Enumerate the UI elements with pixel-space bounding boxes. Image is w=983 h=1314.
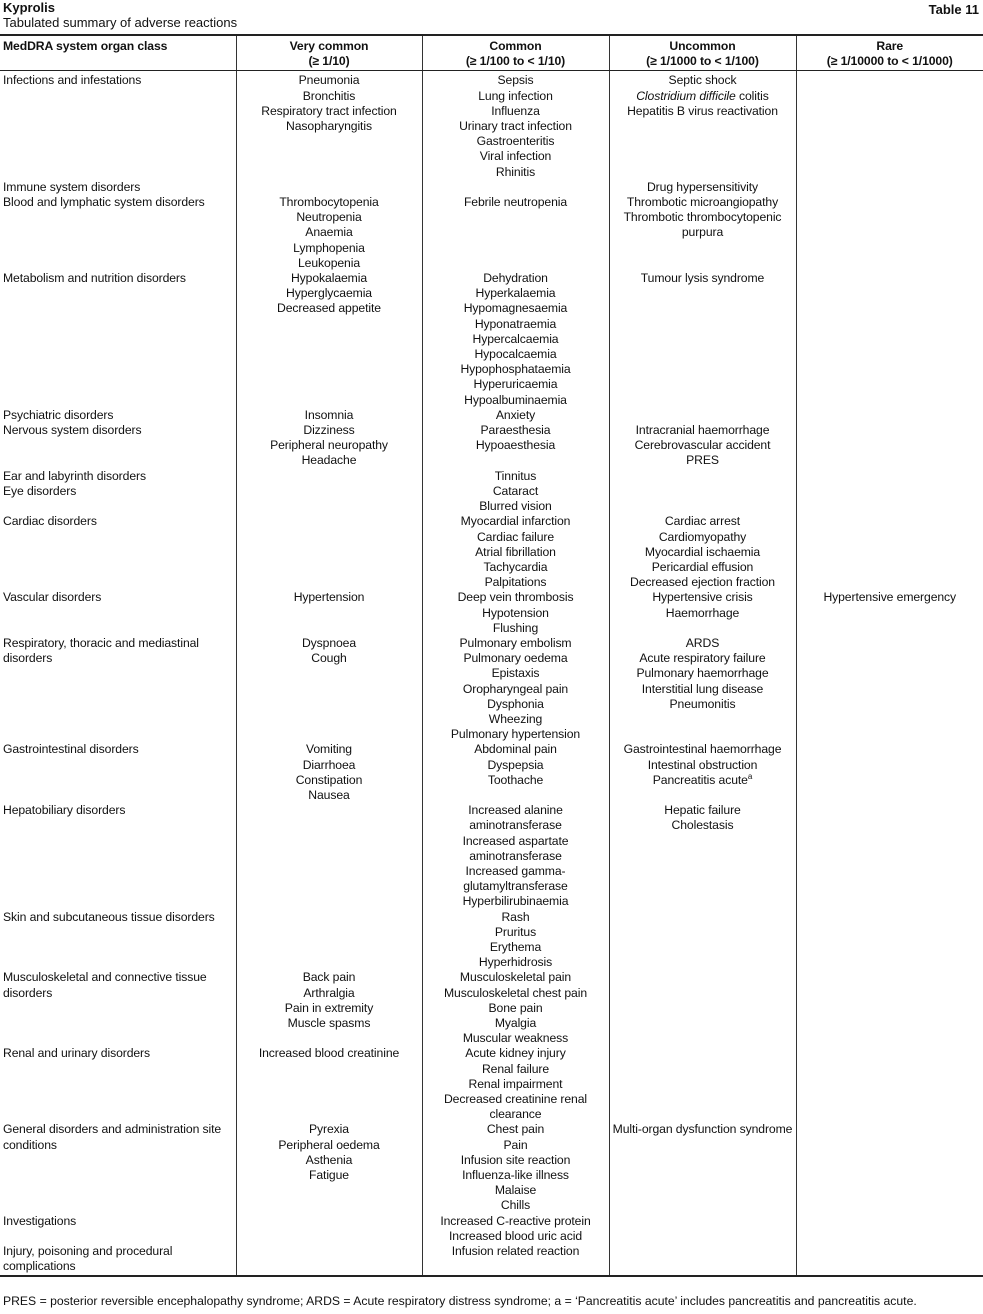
reaction-item: Hyperuricaemia <box>473 377 558 392</box>
reaction-item: Pruritus <box>494 924 537 939</box>
organ-class-cell: Investigations <box>3 1213 77 1228</box>
reaction-item: Nasopharyngitis <box>286 119 372 134</box>
very-common-cell <box>236 71 422 180</box>
organ-class-cell: Nervous system disorders <box>3 423 142 438</box>
reaction-item: Infusion related reaction <box>451 1244 580 1259</box>
product-title: Kyprolis <box>3 0 56 15</box>
reaction-item: Interstitial lung disease <box>641 681 764 696</box>
reaction-item: Increased alanine aminotransferase <box>468 803 563 833</box>
reaction-item: Decreased appetite <box>277 301 381 316</box>
reaction-item: Pericardial effusion <box>651 559 754 574</box>
organ-class-cell: Skin and subcutaneous tissue disorders <box>3 909 215 924</box>
table-row <box>0 469 983 484</box>
rare-cell <box>796 469 983 484</box>
organ-class-cell: Cardiac disorders <box>3 514 97 529</box>
very-common-cell <box>236 1214 422 1244</box>
table-row <box>0 1214 983 1244</box>
reaction-item: Pulmonary haemorrhage <box>636 666 769 681</box>
uncommon-cell <box>609 514 796 590</box>
reaction-item: Myocardial infarction <box>460 514 571 529</box>
header-common: Common (≥ 1/100 to < 1/10) <box>422 35 609 71</box>
reaction-item: ARDS <box>685 635 720 650</box>
very-common-cell <box>236 1046 422 1122</box>
reaction-item: Dizziness <box>303 423 355 438</box>
uncommon-cell <box>609 910 796 971</box>
very-common-cell <box>236 742 422 803</box>
uncommon-cell <box>609 71 796 180</box>
common-cell <box>422 1122 609 1213</box>
reaction-item: Influenza <box>491 103 540 118</box>
reaction-item: Epistaxis <box>491 666 540 681</box>
table-row <box>0 1244 983 1276</box>
table-header <box>0 35 983 71</box>
reaction-item: Pneumonitis <box>669 696 736 711</box>
rare-cell <box>796 742 983 803</box>
reaction-item: Palpitations <box>484 575 547 590</box>
reaction-item: Dyspepsia <box>487 757 544 772</box>
common-cell <box>422 910 609 971</box>
reaction-item: Hypotension <box>482 605 549 620</box>
reaction-item: Diarrhoea <box>302 757 356 772</box>
reaction-item: Erythema <box>489 939 542 954</box>
reaction-item: Asthenia <box>305 1152 353 1167</box>
reaction-item: Pulmonary oedema <box>463 651 568 666</box>
uncommon-cell <box>609 195 796 271</box>
reaction-item: Decreased ejection fraction <box>630 575 775 590</box>
reaction-item: Cardiac arrest <box>664 514 741 529</box>
reaction-item: Pneumonia <box>298 73 360 88</box>
uncommon-cell <box>609 636 796 742</box>
reaction-item: Decreased creatinine renal clearance <box>443 1092 588 1122</box>
rare-cell <box>796 195 983 271</box>
reaction-item: Insomnia <box>304 407 354 422</box>
reaction-item: Malaise <box>494 1183 537 1198</box>
common-cell <box>422 1244 609 1276</box>
header-soc: MedDRA system organ class <box>0 35 236 71</box>
reaction-item: Hepatitis B virus reactivation <box>627 103 778 118</box>
organ-class-cell: Blood and lymphatic system disorders <box>3 195 205 210</box>
reaction-item: Pain in extremity <box>284 1000 374 1015</box>
very-common-cell <box>236 1122 422 1213</box>
header-row <box>0 35 983 71</box>
organ-class-cell: Immune system disorders <box>3 179 141 194</box>
header-rare: Rare (≥ 1/10000 to < 1/1000) <box>796 35 983 71</box>
reaction-item: Leukopenia <box>297 255 361 270</box>
reaction-item: Myalgia <box>494 1016 537 1030</box>
very-common-cell <box>236 484 422 514</box>
reaction-item: Renal impairment <box>468 1076 563 1091</box>
reaction-item: Pulmonary embolism <box>459 635 572 650</box>
reaction-item: Gastroenteritis <box>476 134 555 149</box>
reaction-item: Infusion site reaction <box>460 1152 571 1167</box>
reaction-item: Pyrexia <box>309 1122 349 1137</box>
reaction-item: Increased blood creatinine <box>258 1046 400 1061</box>
rare-cell <box>796 1244 983 1276</box>
reaction-item: Acute respiratory failure <box>639 651 766 666</box>
reaction-item: Nausea <box>308 787 350 802</box>
very-common-cell <box>236 180 422 195</box>
reaction-item: Neutropenia <box>296 210 362 225</box>
uncommon-cell <box>609 423 796 469</box>
reaction-item: Febrile neutropenia <box>463 195 568 210</box>
very-common-cell <box>236 910 422 971</box>
table-row <box>0 910 983 971</box>
common-cell <box>422 469 609 484</box>
reaction-item: Lymphopenia <box>293 240 365 255</box>
reaction-item: Renal failure <box>481 1061 550 1076</box>
reaction-item: Hyperkalaemia <box>475 286 556 301</box>
reaction-item: Cardiac failure <box>476 529 555 544</box>
reaction-item: Peripheral neuropathy <box>270 438 388 453</box>
common-cell <box>422 742 609 803</box>
common-cell <box>422 590 609 636</box>
organ-class-cell: Psychiatric disorders <box>3 407 114 422</box>
reaction-item: Hyponatraemia <box>474 316 557 331</box>
common-cell <box>422 180 609 195</box>
table-row <box>0 180 983 195</box>
reaction-item: Hypomagnesaemia <box>463 301 568 316</box>
reaction-item: Hepatic failure <box>664 803 741 818</box>
header-uncommon: Uncommon (≥ 1/1000 to < 1/100) <box>609 35 796 71</box>
very-common-cell <box>236 803 422 909</box>
reaction-item: Anxiety <box>495 407 536 422</box>
reaction-item: Muscular weakness <box>462 1031 569 1046</box>
uncommon-cell <box>609 484 796 514</box>
uncommon-cell <box>609 1244 796 1276</box>
reaction-item: Headache <box>301 453 357 468</box>
reaction-item: Hypertensive emergency <box>823 590 957 605</box>
common-cell <box>422 271 609 408</box>
uncommon-cell <box>609 742 796 803</box>
table-footnote: PRES = posterior reversible encephalopathy syndrome; ARDS = Acute respiratory distress syndrome; a = ‘Pancreatitis acute’ includes pancreatitis and pancreatitis acute. <box>3 1294 917 1308</box>
table-body <box>0 71 983 1277</box>
uncommon-cell <box>609 271 796 408</box>
reaction-item: Bone pain <box>488 1000 543 1015</box>
table-row <box>0 590 983 636</box>
very-common-cell <box>236 636 422 742</box>
common-cell <box>422 970 609 1046</box>
rare-cell <box>796 636 983 742</box>
rare-cell <box>796 514 983 590</box>
rare-cell <box>796 423 983 469</box>
uncommon-cell <box>609 1122 796 1213</box>
reaction-item: Hyperglycaemia <box>286 286 372 301</box>
table-row <box>0 514 983 590</box>
reaction-item: Peripheral oedema <box>278 1137 380 1152</box>
reaction-item: Deep vein thrombosis <box>457 590 574 605</box>
table-row <box>0 423 983 469</box>
reaction-item: Hypoalbuminaemia <box>464 392 567 407</box>
very-common-cell <box>236 271 422 408</box>
reaction-item: PRES <box>686 453 719 468</box>
uncommon-cell <box>609 970 796 1046</box>
reaction-item: Sepsis <box>497 73 534 88</box>
reaction-item: Tinnitus <box>494 468 537 483</box>
reaction-item: Hypoaesthesia <box>475 438 556 453</box>
reaction-item: Pain <box>503 1137 528 1152</box>
rare-cell <box>796 590 983 636</box>
rare-cell <box>796 1046 983 1122</box>
reaction-item: Musculoskeletal chest pain <box>443 985 588 1000</box>
organ-class-cell: Musculoskeletal and connective tissue disorders <box>3 970 207 1000</box>
very-common-cell <box>236 469 422 484</box>
reaction-item: Urinary tract infection <box>459 119 572 134</box>
rare-cell <box>796 484 983 514</box>
uncommon-cell <box>609 803 796 909</box>
reaction-item: Flushing <box>492 620 539 635</box>
table-row <box>0 484 983 514</box>
reaction-item: Cerebrovascular accident <box>634 438 771 453</box>
rare-cell <box>796 803 983 909</box>
rare-cell <box>796 970 983 1046</box>
reaction-item: Myocardial ischaemia <box>644 544 761 559</box>
reaction-item: Increased gamma-glutamyltransferase <box>463 863 568 894</box>
rare-cell <box>796 408 983 423</box>
very-common-cell <box>236 970 422 1046</box>
reaction-item: Hypercalcaemia <box>472 331 559 346</box>
header-very-common: Very common (≥ 1/10) <box>236 35 422 71</box>
very-common-cell <box>236 423 422 469</box>
organ-class-cell: Vascular disorders <box>3 590 102 605</box>
reaction-item: Pancreatitis acute$^a$ <box>652 771 753 787</box>
common-cell <box>422 636 609 742</box>
reaction-item: Anaemia <box>305 225 353 240</box>
reaction-item: Dyspnoea <box>301 635 357 650</box>
reaction-item: Tachycardia <box>483 559 548 574</box>
reaction-item: Rash <box>501 909 530 924</box>
common-cell <box>422 195 609 271</box>
uncommon-cell <box>609 590 796 636</box>
reaction-item: Hypocalcaemia <box>474 347 557 362</box>
rare-cell <box>796 1122 983 1213</box>
reaction-item: Drug hypersensitivity <box>646 179 758 194</box>
common-cell <box>422 423 609 469</box>
reaction-item: Rhinitis <box>495 164 536 179</box>
reaction-item: Oropharyngeal pain <box>462 681 569 696</box>
uncommon-cell <box>609 1214 796 1244</box>
reaction-item: Hypertensive crisis <box>652 590 753 605</box>
very-common-cell <box>236 195 422 271</box>
table-row <box>0 1046 983 1122</box>
reaction-item: Dysphonia <box>487 696 544 711</box>
table-row <box>0 1122 983 1213</box>
common-cell <box>422 514 609 590</box>
reaction-item: Dehydration <box>483 271 548 286</box>
reaction-item: Tumour lysis syndrome <box>640 271 765 286</box>
table-row <box>0 803 983 909</box>
reaction-item: Increased blood uric acid <box>449 1228 582 1243</box>
reaction-item: Atrial fibrillation <box>475 544 556 559</box>
reaction-item: Clostridium difficile colitis <box>636 88 769 103</box>
organ-class-cell: Renal and urinary disorders <box>3 1046 151 1061</box>
reaction-item: Cataract <box>492 483 539 498</box>
organ-class-cell: Gastrointestinal disorders <box>3 742 139 757</box>
rare-cell <box>796 1214 983 1244</box>
reaction-item: Intracranial haemorrhage <box>635 423 770 438</box>
organ-class-cell: General disorders and administration site conditions <box>3 1122 222 1152</box>
reaction-item: Vomiting <box>306 742 352 757</box>
very-common-cell <box>236 514 422 590</box>
table-row <box>0 970 983 1046</box>
reaction-item: Thrombotic thrombocytopenic purpura <box>623 210 782 240</box>
reaction-item: Muscle spasms <box>287 1016 371 1030</box>
table-row <box>0 71 983 180</box>
reaction-item: Respiratory tract infection <box>261 103 397 118</box>
reaction-item: Chest pain <box>486 1122 545 1137</box>
adverse-reactions-table <box>0 34 983 1277</box>
rare-cell <box>796 271 983 408</box>
table-row <box>0 271 983 408</box>
very-common-cell <box>236 590 422 636</box>
reaction-item: Cardiomyopathy <box>658 529 747 544</box>
table-row <box>0 636 983 742</box>
reaction-item: Pulmonary hypertension <box>450 727 581 742</box>
common-cell <box>422 803 609 909</box>
uncommon-cell <box>609 469 796 484</box>
organ-class-cell: Ear and labyrinth disorders <box>3 468 146 483</box>
reaction-item: Lung infection <box>478 88 553 103</box>
reaction-item: Blurred vision <box>479 499 552 514</box>
reaction-item: Gastrointestinal haemorrhage <box>623 742 782 757</box>
reaction-item: Cholestasis <box>671 818 734 833</box>
reaction-item: Hyperbilirubinaemia <box>462 894 569 909</box>
reaction-item: Viral infection <box>479 149 552 164</box>
uncommon-cell <box>609 180 796 195</box>
rare-cell <box>796 71 983 180</box>
reaction-item: Hypokalaemia <box>290 271 368 286</box>
reaction-item: Arthralgia <box>303 985 355 1000</box>
reaction-item: Constipation <box>295 772 363 787</box>
reaction-item: Influenza-like illness <box>462 1168 569 1183</box>
reaction-item: Fatigue <box>309 1168 349 1183</box>
common-cell <box>422 408 609 423</box>
rare-cell <box>796 180 983 195</box>
table-row <box>0 408 983 423</box>
organ-class-cell: Injury, poisoning and procedural complications <box>0 1244 236 1276</box>
table-label: Table 11 <box>928 2 979 17</box>
very-common-cell <box>236 408 422 423</box>
common-cell <box>422 71 609 180</box>
organ-class-cell: Hepatobiliary disorders <box>3 803 126 818</box>
organ-class-cell: Eye disorders <box>3 483 77 498</box>
reaction-item: Increased aspartate aminotransferase <box>462 833 569 863</box>
reaction-item: Bronchitis <box>302 88 356 103</box>
common-cell <box>422 1214 609 1244</box>
reaction-item: Haemorrhage <box>665 605 740 620</box>
reaction-item: Hyperhidrosis <box>478 955 553 970</box>
uncommon-cell <box>609 1046 796 1122</box>
reaction-item: Abdominal pain <box>474 742 557 757</box>
rare-cell <box>796 910 983 971</box>
organ-class-cell: Metabolism and nutrition disorders <box>3 271 186 286</box>
reaction-item: Back pain <box>302 970 356 985</box>
table-row <box>0 742 983 803</box>
reaction-item: Chills <box>500 1198 531 1213</box>
table-subtitle: Tabulated summary of adverse reactions <box>3 15 238 30</box>
reaction-item: Thrombotic microangiopathy <box>626 195 779 210</box>
reaction-item: Hypophosphataemia <box>460 362 571 377</box>
reaction-item: Cough <box>311 651 347 666</box>
reaction-item: Musculoskeletal pain <box>459 970 572 985</box>
reaction-item: Thrombocytopenia <box>279 195 379 210</box>
reaction-item: Intestinal obstruction <box>647 757 758 772</box>
reaction-item: Hypertension <box>293 590 365 605</box>
reaction-item: Toothache <box>487 772 544 787</box>
reaction-item: Septic shock <box>668 73 737 88</box>
uncommon-cell <box>609 408 796 423</box>
reaction-item: Multi-organ dysfunction syndrome <box>612 1122 793 1137</box>
common-cell <box>422 484 609 514</box>
reaction-item: Wheezing <box>488 711 543 726</box>
very-common-cell <box>236 1244 422 1276</box>
reaction-item: Acute kidney injury <box>465 1046 566 1061</box>
reaction-item: Paraesthesia <box>480 423 551 438</box>
table-row <box>0 195 983 271</box>
reaction-item: Increased C-reactive protein <box>440 1213 591 1228</box>
common-cell <box>422 1046 609 1122</box>
organ-class-cell: Infections and infestations <box>3 73 142 88</box>
organ-class-cell: Respiratory, thoracic and mediastinal disorders <box>3 635 199 666</box>
